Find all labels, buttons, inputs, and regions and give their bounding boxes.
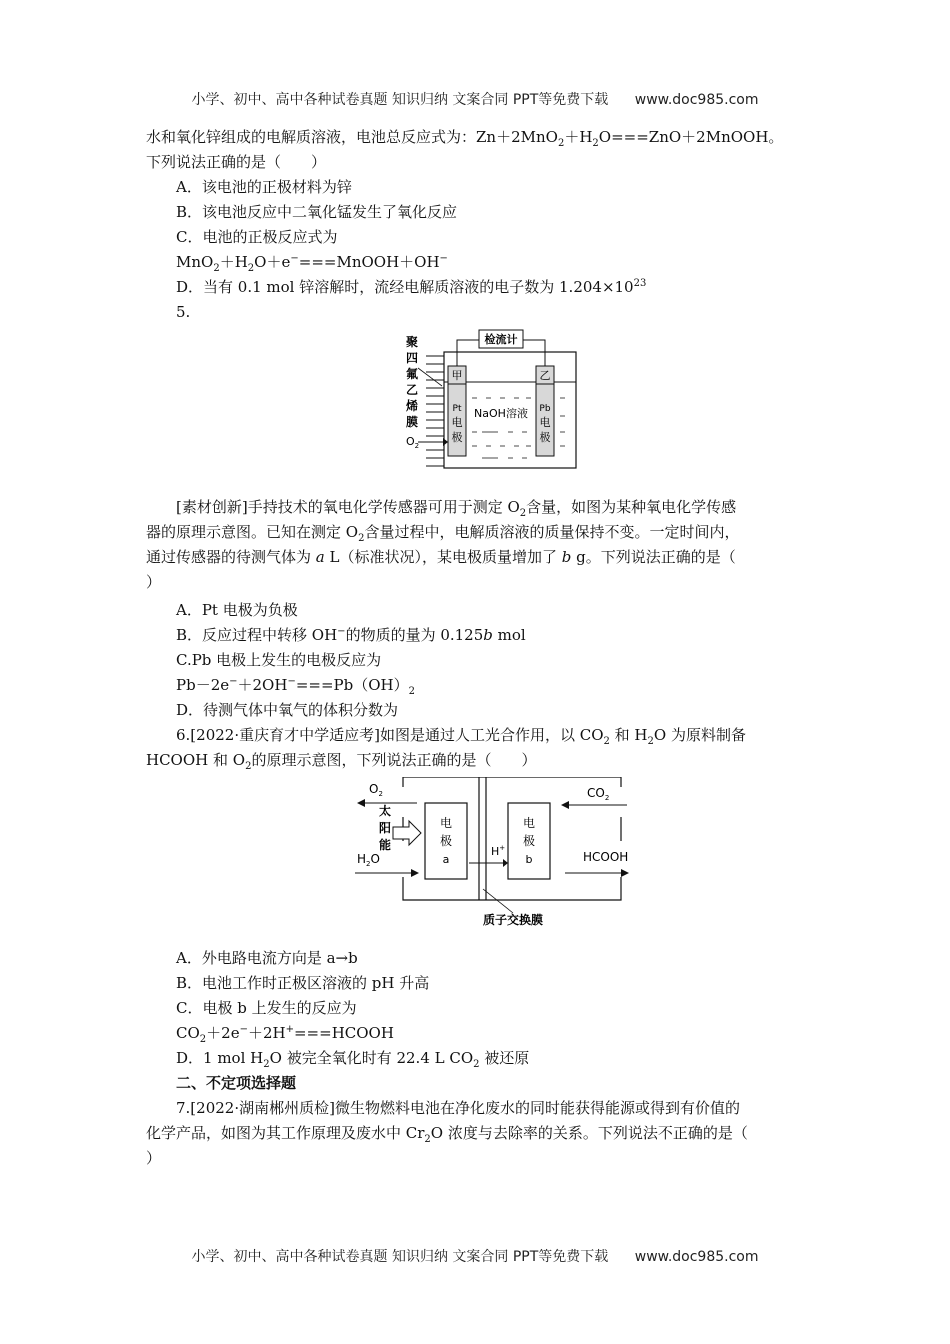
q5-number: 5.	[176, 303, 191, 321]
q5-option-c-equation: $Pb-2e^-+2OH^-===Pb(OH)_2$	[176, 676, 415, 697]
q5-option-d: D．待测气体中氧气的体积分数为	[176, 701, 399, 719]
q6-option-c-equation: $CO_2+2e^-+2H^+===HCOOH$	[176, 1024, 394, 1045]
svg-text:电: 电	[522, 816, 536, 830]
svg-text:膜: 膜	[406, 415, 419, 429]
svg-text:乙: 乙	[406, 383, 419, 397]
footer-url[interactable]: www.doc985.com	[634, 1249, 759, 1265]
svg-text:烯: 烯	[406, 399, 419, 413]
o2-label: $O_2$	[406, 435, 420, 450]
q6-stem-line2: HCOOH 和 $O_2$的原理示意图，下列说法正确的是（ ）	[146, 751, 537, 772]
q4-option-d: D．当有 0.1 mol 锌溶解时，流经电解质溶液的电子数为 $1.204\times 10^{23}$	[176, 278, 647, 296]
q7-stem-line1: 7.[2022·湖南郴州质检]微生物燃料电池在净化废水的同时能获得能源或得到有价值的	[176, 1099, 740, 1117]
svg-text:氟: 氟	[406, 367, 419, 381]
q4-option-b: B．该电池反应中二氧化锰发生了氧化反应	[176, 203, 458, 221]
svg-text:Pb: Pb	[539, 404, 551, 414]
footer-text: 小学、初中、高中各种试卷真题 知识归纳 文案合同 PPT等免费下载	[191, 1249, 609, 1265]
h2o-label: $H_2O$	[357, 852, 380, 868]
section-title: 二、不定项选择题	[176, 1074, 297, 1092]
q6-stem-line1: 6.[2022·重庆育才中学适应考]如图是通过人工光合作用，以 $CO_2$ 和 $H_2O$ 为原料制备	[176, 726, 746, 747]
q6-option-c: C．电极 b 上发生的反应为	[176, 999, 357, 1017]
svg-text:聚: 聚	[406, 335, 419, 349]
header-url[interactable]: www.doc985.com	[634, 92, 759, 108]
svg-text:极: 极	[522, 834, 536, 848]
q4-option-c-equation: $MnO_2+H_2O+e^-===MnOOH+OH^-$	[176, 253, 448, 274]
membrane-label: 质子交换膜	[482, 913, 544, 927]
naoh-solution-label: NaOH溶液	[474, 407, 528, 420]
q4-option-c: C．电池的正极反应式为	[176, 228, 338, 246]
q6-option-a: A．外电路电流方向是 a→b	[176, 949, 358, 967]
svg-text:能: 能	[379, 838, 392, 852]
q5-stem-line4: ）	[146, 573, 162, 591]
svg-text:电: 电	[451, 416, 463, 429]
svg-text:电: 电	[439, 816, 453, 830]
svg-text:四: 四	[406, 351, 419, 365]
membrane-pointer	[418, 368, 442, 386]
q5-option-a: A．Pt 电极为负极	[176, 601, 298, 619]
q5-stem-line3: 通过传感器的待测气体为 a L（标准状况），某电极质量增加了 b g。下列说法正确的是（	[146, 548, 736, 566]
galvanometer-label: 检流计	[484, 333, 518, 346]
svg-text:Pt: Pt	[452, 404, 462, 414]
o2-label: $O_2$	[369, 782, 383, 798]
membrane-label	[405, 334, 418, 429]
q5-option-b: B．反应过程中转移 OH−的物质的量为 0.125b mol	[176, 626, 526, 644]
page-footer	[0, 1246, 950, 1266]
q4-option-a: A．该电池的正极材料为锌	[176, 178, 352, 196]
header-text: 小学、初中、高中各种试卷真题 知识归纳 文案合同 PPT等免费下载	[191, 92, 609, 108]
q5-option-c: C.Pb 电极上发生的电极反应为	[176, 651, 382, 669]
q5-stem-line1: [素材创新]手持技术的氧电化学传感器可用于测定 $O_2$含量，如图为某种氧电化学传感	[176, 498, 737, 519]
svg-text:a: a	[442, 853, 450, 866]
oxygen-sensor-diagram	[398, 328, 590, 473]
membrane-comb	[426, 356, 444, 466]
svg-text:b: b	[525, 853, 533, 866]
hplus-label: H+	[491, 844, 506, 858]
q6-option-d: D．1 mol $H_2O$ 被完全氧化时有 22.4 L $CO_2$ 被还原	[176, 1049, 530, 1070]
svg-text:太: 太	[379, 804, 392, 818]
q7-stem-line3: ）	[146, 1149, 162, 1167]
svg-text:极: 极	[439, 834, 453, 848]
svg-text:阳: 阳	[379, 821, 392, 835]
yi-label: 乙	[539, 369, 551, 382]
co2-label: $CO_2$	[587, 786, 610, 802]
svg-text:极: 极	[451, 431, 463, 444]
q5-stem-line2: 器的原理示意图。已知在测定 $O_2$含量过程中，电解质溶液的质量保持不变。一定时间内，	[146, 523, 740, 544]
sunlight-arrow	[393, 821, 421, 845]
q4-line2: 下列说法正确的是（ ）	[146, 153, 327, 171]
svg-text:电: 电	[539, 416, 551, 429]
q4-line1: 水和氧化锌组成的电解质溶液，电池总反应式为：$Zn+2MnO_2+H_2O===ZnO+2MnOOH$。	[146, 128, 784, 149]
svg-text:极: 极	[539, 431, 551, 444]
jia-label: 甲	[451, 369, 463, 382]
q7-stem-line2: 化学产品，如图为其工作原理及废水中 $Cr_2O$ 浓度与去除率的关系。下列说法不正确的是（	[146, 1124, 748, 1145]
page-header	[0, 89, 950, 109]
q6-option-b: B．电池工作时正极区溶液的 pH 升高	[176, 974, 430, 992]
photosynthesis-cell-diagram	[353, 777, 643, 927]
hcooh-label: HCOOH	[583, 850, 629, 864]
